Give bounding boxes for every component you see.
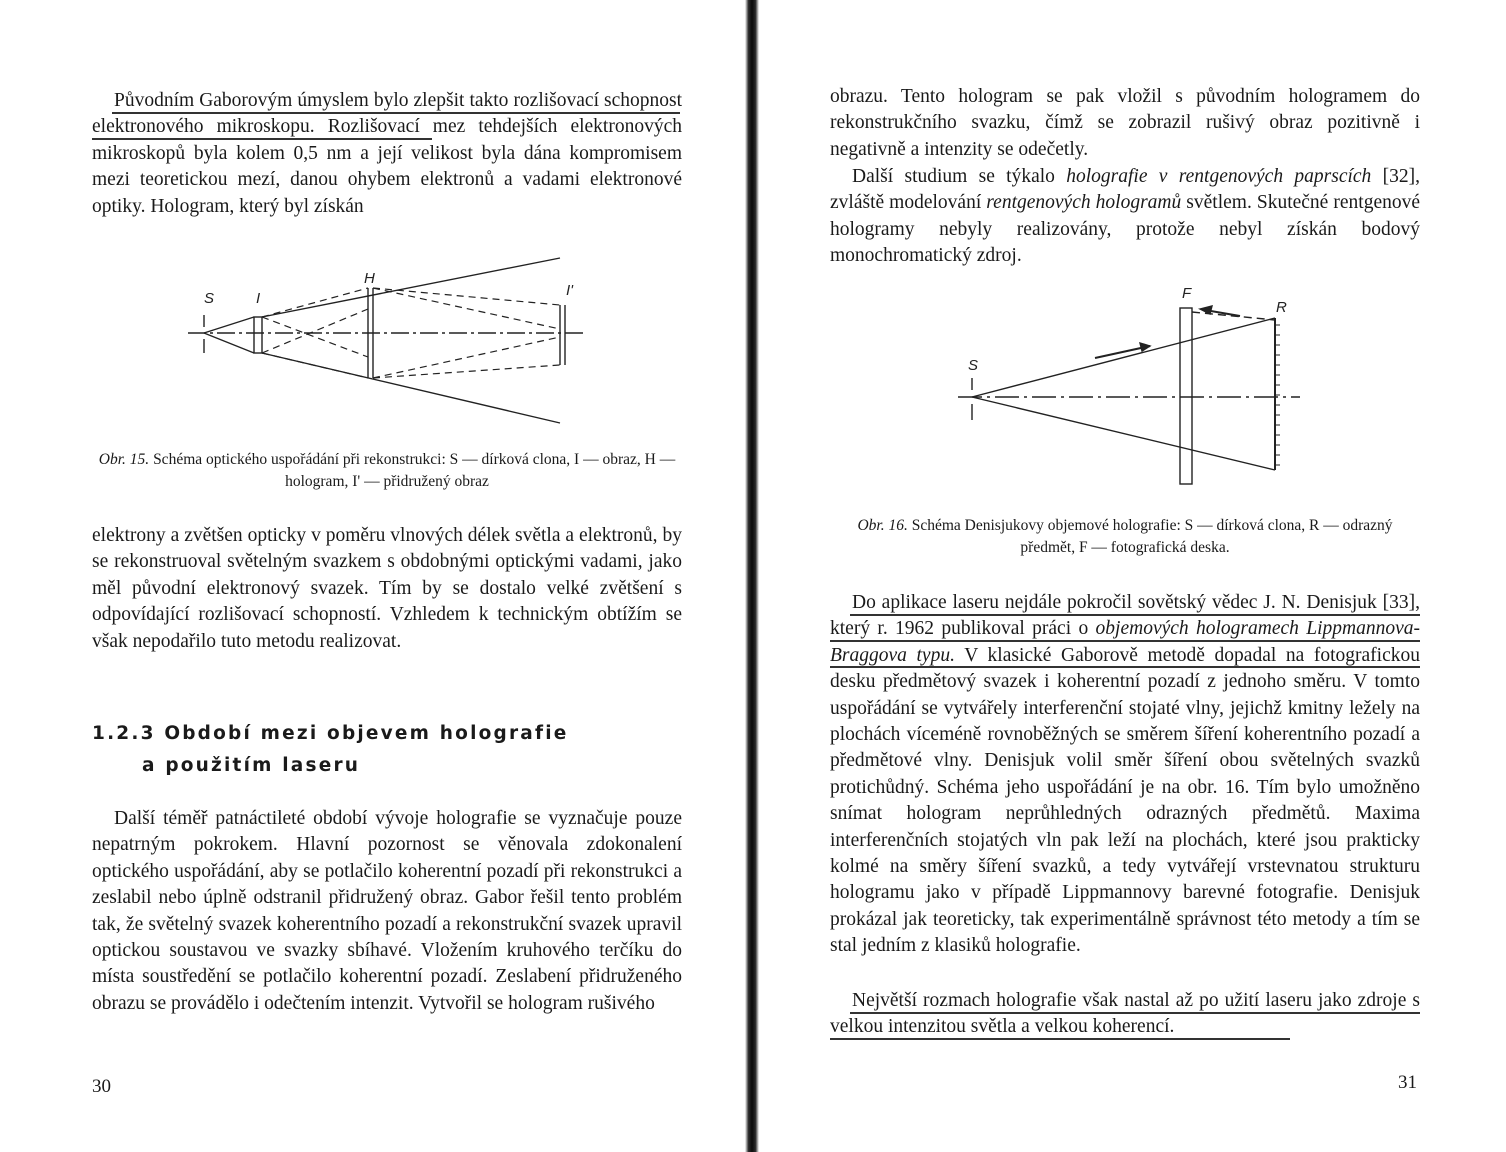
right-paragraph-4: Největší rozmach holografie však nastal až po užití laseru jako zdroje s velkou intenzitou světla a velkou koherencí. <box>830 990 1420 1038</box>
left-paragraph-2: elektrony a zvětšen opticky v poměru vlnových délek světla a elektronů, by se rekonstruoval světelným svazkem s obdobnými optickými vadami, jako měl původní elektronový svazek. Tím by se dostalo velké zvětšení s odpovídající rozlišovací schopností. Vzhledem k technickým obtížím se však nepodařilo tuto metodu realizovat. <box>92 525 682 652</box>
underline-mark <box>850 1012 1420 1014</box>
figure-15-label-i-prime: I' <box>566 282 574 299</box>
right-paragraph-2-part-a: Další studium se týkalo <box>852 166 1067 187</box>
figure-16-caption-prefix: Obr. 16. <box>857 517 908 534</box>
right-paragraph-3-italic: objemových hologramech Lippmannova-Braggova typu. <box>830 618 1420 666</box>
figure-15-label-s: S <box>204 290 215 307</box>
right-paragraph-3 <box>830 590 1420 960</box>
right-paragraph-1: obrazu. Tento hologram se pak vložil s původním hologramem do rekonstrukčního svazku, čímž se zobrazil rušivý obraz pozitivně i negativně a intenzity se odečetly. <box>830 86 1420 160</box>
left-paragraph-1: Původním Gaborovým úmyslem bylo zlepšit takto rozlišovací schopnost elektronového mikroskopu. Rozlišovací mez tehdejších elektronových mikroskopů byla kolem 0,5 nm a její velikost byla dána kompromisem mezi teoretickou mezí, danou ohybem elektronů a vadami elektronové optiky. Hologram, který byl získán <box>92 90 682 217</box>
figure-15-label-h: H <box>364 270 375 287</box>
underline-mark <box>850 614 1420 616</box>
underline-mark <box>830 640 1420 642</box>
figure-16-diagram <box>950 280 1310 495</box>
section-heading-line-2: a použitím laseru <box>142 755 361 776</box>
underline-mark <box>92 138 432 140</box>
figure-15-label-i: I <box>256 290 261 307</box>
section-heading-line-1: 1.2.3 Období mezi objevem holografie <box>92 723 569 744</box>
figure-16-label-s: S <box>968 357 979 374</box>
page-number-left: 30 <box>92 1076 111 1097</box>
right-paragraph-2-italic-1: holografie v rentgenových paprscích <box>1066 166 1372 187</box>
right-paragraph-2-part-b: [32], zvláště modelování <box>830 166 1420 214</box>
underline-mark <box>112 112 680 114</box>
right-paragraph-2-italic-2: rentgenových hologramů <box>986 192 1182 214</box>
left-paragraph-3: Další téměř patnáctileté období vývoje holografie se vyznačuje pouze nepatrným pokrokem. Hlavní pozornost se věnovala zdokonalení optického uspořádání, aby se potlačilo koherentní pozadí při rekonstrukci a zeslabil nebo úplně odstranil přidružený obraz. Gabor řešil tento problém tak, že světelný svazek koherentního pozadí a rekonstrukční svazek upravil optickou soustavou ve svazky sbíhavé. Vložením kruhového terčíku do místa soustředění se potlačilo koherentní pozadí. Zeslabení přidruženého obrazu se provádělo i odečtením intenzit. Vytvořil se hologram rušivého <box>92 808 682 1014</box>
figure-16-label-f: F <box>1182 285 1192 302</box>
figure-16-caption <box>830 515 1420 559</box>
figure-15-diagram <box>180 245 600 435</box>
book-gutter <box>745 0 759 1152</box>
underline-mark <box>830 666 1420 668</box>
right-paragraph-3-part-a: Do aplikace laseru nejdále pokročil sovětský vědec J. N. Denisjuk [33], který r. 1962 publikoval práci o <box>830 592 1420 640</box>
figure-15-caption-text: Schéma optického uspořádání při rekonstrukci: S — dírková clona, I — obraz, H — hologram, I' — přidružený obraz <box>153 451 676 490</box>
figure-15-caption <box>92 449 682 493</box>
right-page <box>760 0 1506 1152</box>
right-paragraph-2-part-c: světlem. Skutečné rentgenové hologramy nebyly realizovány, protože nebyl získán bodový monochromatický zdroj. <box>830 192 1421 267</box>
figure-16-label-r: R <box>1276 299 1287 316</box>
underline-mark <box>830 1038 1290 1040</box>
figure-15-caption-prefix: Obr. 15. <box>98 451 150 468</box>
right-paragraph-3-part-b: V klasické Gaborově metodě dopadal na fotografickou desku předmětový svazek i koherentní pozadí z jednoho směru. V tomto uspořádání se vytvářely interferenční stojaté vlny, jejichž kmitny ležely na plochách víceméně rovnoběžných se směrem šíření koherentního pozadí a předmětové vlny. Denisjuk volil směr šíření obou světelných svazků protichůdný. Schéma jeho uspořádání je na obr. 16. Tím bylo umožněno snímat hologram neprůhledných odrazných předmětů. Maxima interferenčních stojatých vln pak leží na plochách, které jsou prakticky kolmé na směry šíření svazků, a tedy vytvářejí vrstevnatou strukturu hologramu jako v případě Lippmannovy barevné fotografie. Denisjuk prokázal jak teoreticky, tak experimentálně správnost této metody a tím se stal jedním z klasiků holografie. <box>830 644 1421 957</box>
left-page <box>0 0 745 1152</box>
right-paragraph-2 <box>830 164 1420 270</box>
page-number-right: 31 <box>1398 1072 1417 1093</box>
figure-16-caption-text: Schéma Denisjukovy objemové holografie: S — dírková clona, R — odrazný předmět, F — fotografická deska. <box>911 517 1393 556</box>
